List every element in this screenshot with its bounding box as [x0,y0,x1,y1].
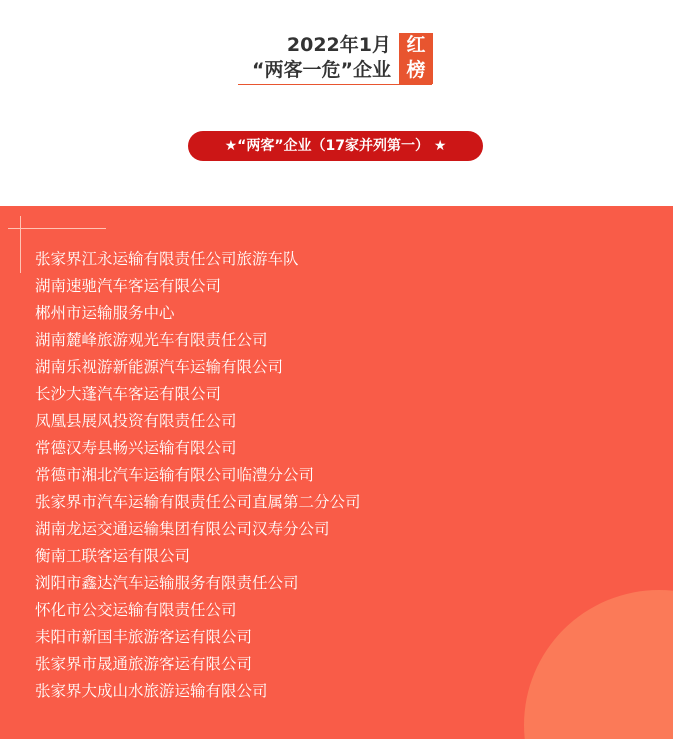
company-list [35,246,361,705]
title-line-subject: “两客一危”企业 [252,59,391,81]
list-item: 湖南麓峰旅游观光车有限责任公司 [35,331,268,349]
list-item: 张家界市汽车运输有限责任公司直属第二分公司 [35,493,361,511]
page-title [252,33,391,83]
list-item: 张家界市晟通旅游客运有限公司 [35,655,253,673]
list-item: 湖南速驰汽车客运有限公司 [35,277,222,295]
list-item: 怀化市公交运输有限责任公司 [35,601,237,619]
list-item: 郴州市运输服务中心 [35,304,175,322]
red-list-badge [399,33,433,84]
badge-char-hong: 红 [406,34,426,56]
corner-line-vertical [20,216,21,273]
list-item: 常德汉寿县畅兴运输有限公司 [35,439,237,457]
list-item: 张家界大成山水旅游运输有限公司 [35,682,268,700]
list-item: 湖南乐视游新能源汽车运输有限公司 [35,358,284,376]
list-item: 耒阳市新国丰旅游客运有限公司 [35,628,253,646]
list-item: 浏阳市鑫达汽车运输服务有限责任公司 [35,574,299,592]
decorative-circle [524,590,673,739]
title-block [0,33,673,89]
corner-line-horizontal [8,228,106,229]
list-item: 凤凰县展风投资有限责任公司 [35,412,237,430]
title-underline [238,84,432,85]
list-item: 衡南工联客运有限公司 [35,547,191,565]
title-line-date: 2022年1月 [286,34,391,56]
list-item: 湖南龙运交通运输集团有限公司汉寿分公司 [35,520,330,538]
list-item: 长沙大蓬汽车客运有限公司 [35,385,222,403]
badge-char-bang: 榜 [406,59,426,81]
company-list-panel [0,206,673,739]
list-item: 常德市湘北汽车运输有限公司临澧分公司 [35,466,315,484]
list-item: 张家界江永运输有限责任公司旅游车队 [35,250,299,268]
section-pill: ★“两客”企业（17家并列第一） ★ [188,131,483,161]
